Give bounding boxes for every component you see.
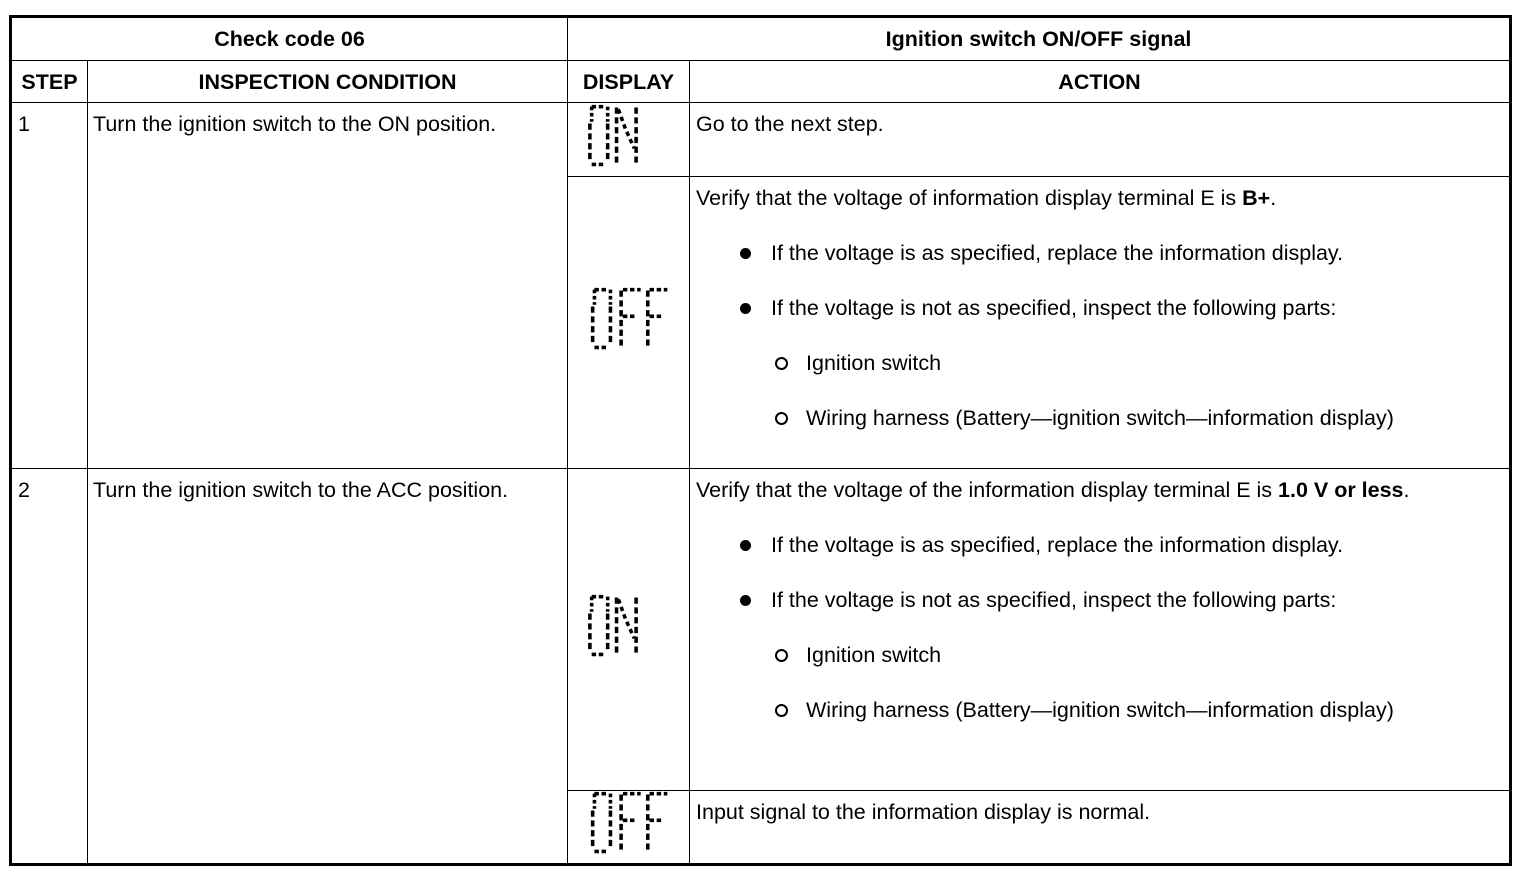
sub-bullet-item: Ignition switch — [771, 348, 1501, 378]
check-code-table — [9, 15, 1512, 866]
sub-bullet-item: Wiring harness (Battery—ignition switch—information display) — [771, 695, 1501, 725]
lcd-display-off — [576, 287, 684, 351]
lcd-display-on — [576, 594, 650, 658]
action-text: Go to the next step. — [696, 112, 884, 136]
signal-title: Ignition switch ON/OFF signal — [568, 17, 1511, 61]
action-cell — [690, 469, 1511, 791]
column-header-display: DISPLAY — [568, 61, 690, 103]
action-spec-value: 1.0 V or less — [1278, 478, 1404, 502]
action-spec-value: B+ — [1242, 186, 1271, 210]
action-text-suffix: . — [1403, 478, 1410, 502]
action-verify-text — [696, 475, 1501, 505]
display-cell — [568, 177, 690, 469]
lcd-display-off — [576, 791, 684, 855]
sub-bullet-list — [696, 640, 1501, 725]
display-cell — [568, 791, 690, 865]
inspection-condition: Turn the ignition switch to the ON position. — [88, 103, 568, 469]
action-cell — [690, 177, 1511, 469]
action-text-prefix: Verify that the voltage of information display terminal E is — [696, 186, 1243, 210]
action-verify-text — [696, 183, 1501, 213]
inspection-condition: Turn the ignition switch to the ACC position. — [88, 469, 568, 865]
step-number: 2 — [11, 469, 88, 865]
sub-bullet-item: Wiring harness (Battery—ignition switch—information display) — [771, 403, 1501, 433]
action-text-suffix: . — [1270, 186, 1277, 210]
check-code-title: Check code 06 — [11, 17, 568, 61]
table-row — [11, 103, 1511, 177]
table-title-row — [11, 17, 1511, 61]
bullet-item: If the voltage is as specified, replace the information display. — [736, 530, 1501, 560]
column-header-action: ACTION — [690, 61, 1511, 103]
bullet-item: If the voltage is as specified, replace the information display. — [736, 238, 1501, 268]
display-cell — [568, 103, 690, 177]
action-cell — [690, 791, 1511, 865]
display-cell — [568, 469, 690, 791]
action-text-prefix: Verify that the voltage of the information display terminal E is — [696, 478, 1279, 502]
action-cell — [690, 103, 1511, 177]
action-text: Input signal to the information display is normal. — [696, 800, 1151, 824]
bullet-item: If the voltage is not as specified, inspect the following parts: — [736, 293, 1501, 323]
bullet-list — [696, 238, 1501, 323]
bullet-list — [696, 530, 1501, 615]
table-row — [11, 469, 1511, 791]
bullet-item: If the voltage is not as specified, inspect the following parts: — [736, 585, 1501, 615]
sub-bullet-item: Ignition switch — [771, 640, 1501, 670]
column-header-condition: INSPECTION CONDITION — [88, 61, 568, 103]
column-header-step: STEP — [11, 61, 88, 103]
step-number: 1 — [11, 103, 88, 469]
column-header-row — [11, 61, 1511, 103]
sub-bullet-list — [696, 348, 1501, 433]
lcd-display-on — [576, 104, 650, 168]
